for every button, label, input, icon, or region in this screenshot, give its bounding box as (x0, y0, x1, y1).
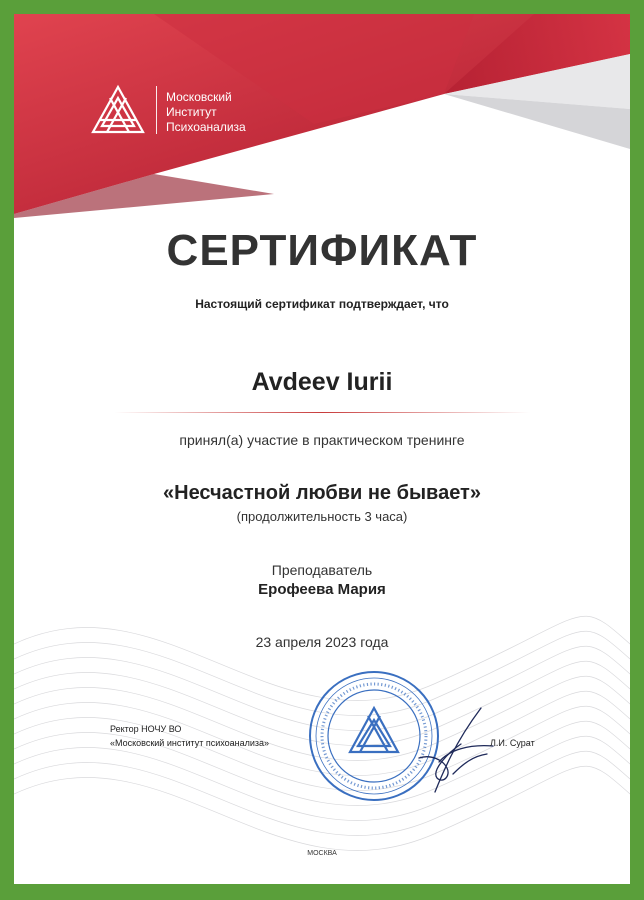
city-label: МОСКВА (307, 850, 337, 857)
confirms-text: Настоящий сертификат подтверждает, что (195, 297, 449, 311)
issue-date: 23 апреля 2023 года (255, 634, 389, 650)
certificate-page (14, 14, 630, 884)
rector-block (110, 722, 269, 750)
signature (409, 704, 509, 796)
logo-divider (156, 86, 157, 134)
certificate-title: СЕРТИФИКАТ (166, 226, 478, 275)
training-duration: (продолжительность 3 часа) (236, 509, 408, 524)
participation-text: принял(а) участие в практическом тренинге (179, 432, 465, 448)
institute-name-line: Московский (166, 90, 232, 104)
training-title: «Несчастной любви не бывает» (163, 482, 481, 504)
rector-title: Ректор НОЧУ ВО (110, 724, 182, 734)
recipient-name: Avdeev Iurii (251, 368, 393, 396)
rector-institution: «Московский институт психоанализа» (110, 738, 270, 748)
signer-name: Л.И. Сурат (490, 738, 535, 748)
institute-name (166, 90, 246, 135)
institute-name-line: Институт (166, 105, 217, 119)
institute-logo-icon (90, 84, 146, 136)
instructor-name: Ерофеева Мария (258, 581, 386, 598)
instructor-label: Преподаватель (271, 562, 373, 578)
name-underline (114, 412, 530, 413)
institute-name-line: Психоанализа (166, 120, 246, 134)
